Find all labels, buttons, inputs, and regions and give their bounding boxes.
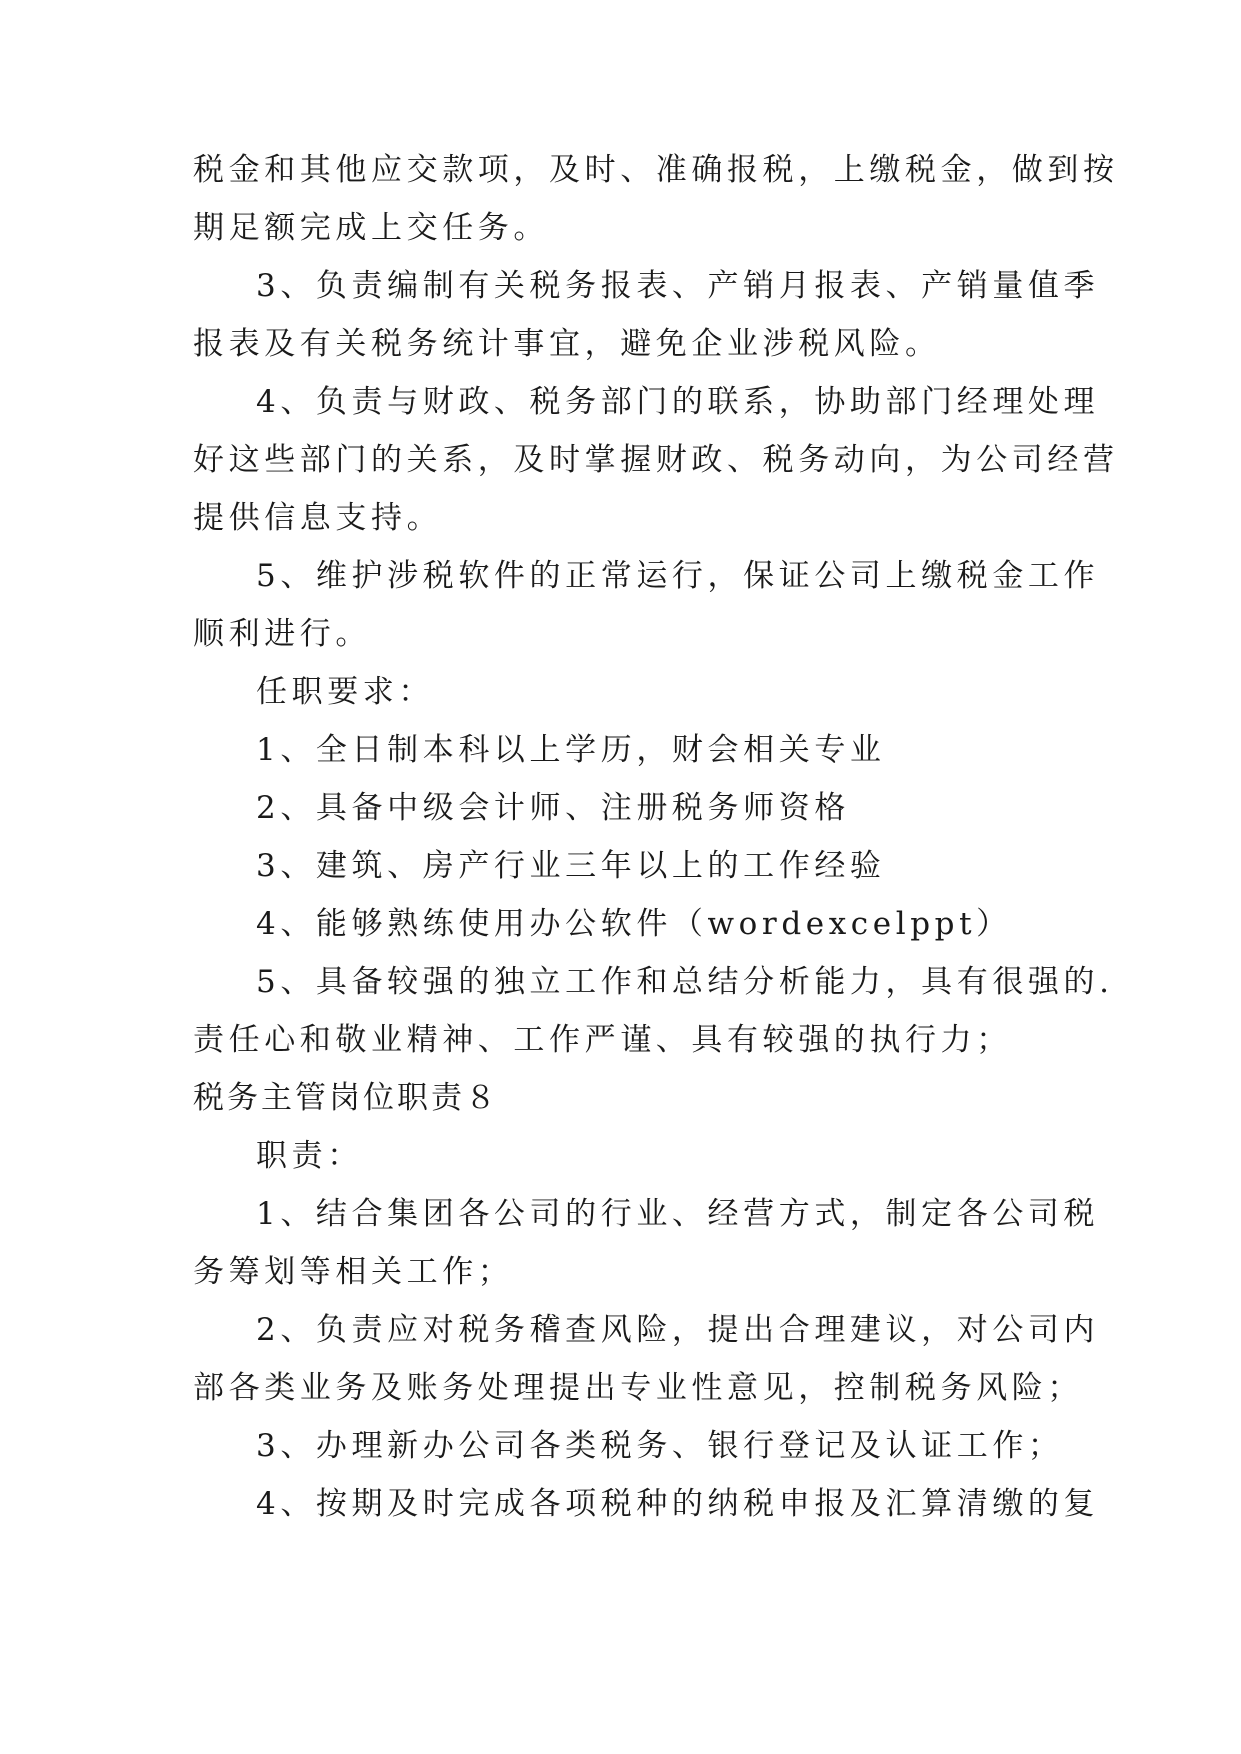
paragraph-line: 期足额完成上交任务。: [193, 210, 549, 246]
list-item: 4、按期及时完成各项税种的纳税申报及汇算清缴的复: [256, 1486, 1100, 1522]
section-heading: 税务主管岗位职责８: [193, 1080, 499, 1116]
paragraph-line: 提供信息支持。: [193, 500, 443, 536]
paragraph-line: 报表及有关税务统计事宜，避免企业涉税风险。: [193, 326, 941, 362]
paragraph-line: 3、负责编制有关税务报表、产销月报表、产销量值季: [256, 268, 1100, 304]
list-item: 1、全日制本科以上学历，财会相关专业: [256, 732, 886, 768]
paragraph-line: 5、维护涉税软件的正常运行，保证公司上缴税金工作: [256, 558, 1100, 594]
list-item: 5、具备较强的独立工作和总结分析能力，具有很强的.: [256, 964, 1114, 1000]
list-item: 3、建筑、房产行业三年以上的工作经验: [256, 848, 886, 884]
paragraph-line: 4、负责与财政、税务部门的联系，协助部门经理处理: [256, 384, 1100, 420]
paragraph-line: 务筹划等相关工作；: [193, 1254, 514, 1290]
paragraph-line: 税金和其他应交款项，及时、准确报税，上缴税金，做到按: [193, 152, 1119, 188]
paragraph-line: 顺利进行。: [193, 616, 371, 652]
list-item: 2、负责应对税务稽查风险，提出合理建议，对公司内: [256, 1312, 1100, 1348]
section-label: 职责：: [256, 1138, 363, 1174]
list-item: 2、具备中级会计师、注册税务师资格: [256, 790, 850, 826]
section-label: 任职要求：: [256, 674, 434, 710]
list-item: 4、能够熟练使用办公软件（wordexcelppt）: [256, 906, 1012, 942]
paragraph-line: 部各类业务及账务处理提出专业性意见，控制税务风险；: [193, 1370, 1083, 1406]
paragraph-line: 责任心和敬业精神、工作严谨、具有较强的执行力；: [193, 1022, 1012, 1058]
list-item: 1、结合集团各公司的行业、经营方式，制定各公司税: [256, 1196, 1100, 1232]
paragraph-line: 好这些部门的关系，及时掌握财政、税务动向，为公司经营: [193, 442, 1119, 478]
list-item: 3、办理新办公司各类税务、银行登记及认证工作；: [256, 1428, 1064, 1464]
